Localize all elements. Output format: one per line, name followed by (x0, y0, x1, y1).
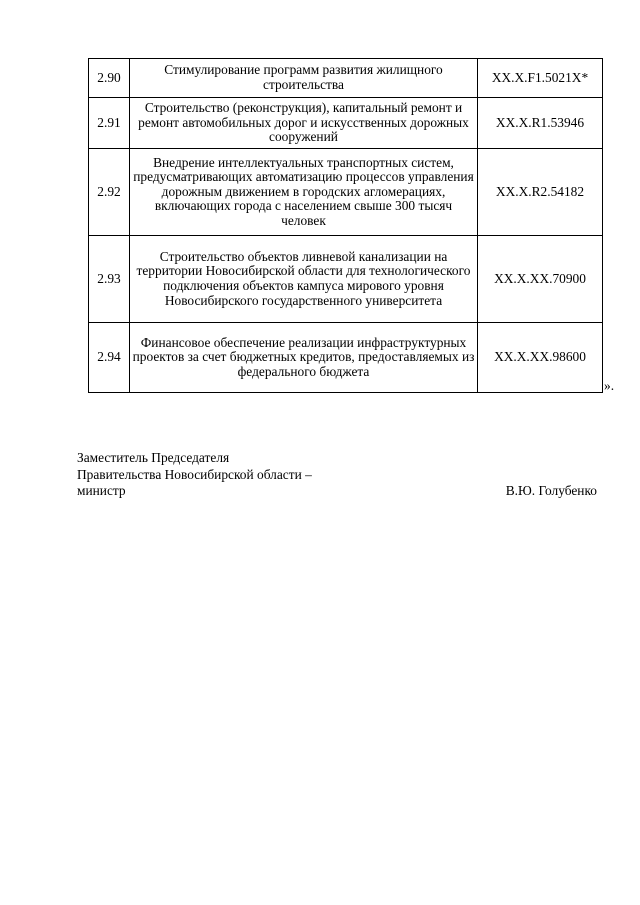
row-description: Финансовое обеспечение реализации инфраструктурных проектов за счет бюджетных кредитов, предоставляемых из федерального бюджета (130, 323, 478, 393)
signer-name: В.Ю. Голубенко (505, 483, 597, 498)
row-code: XX.X.XX.70900 (478, 236, 603, 323)
signer-position-row (77, 483, 597, 500)
table-row (89, 236, 603, 323)
row-number: 2.90 (89, 59, 130, 98)
row-code: XX.X.R1.53946 (478, 98, 603, 149)
row-number: 2.92 (89, 149, 130, 236)
row-number: 2.94 (89, 323, 130, 393)
closing-quote: ». (604, 378, 615, 393)
table-row (89, 59, 603, 98)
row-description: Внедрение интеллектуальных транспортных систем, предусматривающих автоматизацию процессов управления дорожным движением в городских агломерациях, включающих города с населением свыше 300 тысяч человек (130, 149, 478, 236)
signature-block (77, 450, 597, 500)
row-description: Строительство объектов ливневой канализации на территории Новосибирской области для технологического подключения объектов кампуса мирового уровня Новосибирского государственного университета (130, 236, 478, 323)
signer-position-line-1: Заместитель Председателя (77, 450, 230, 465)
row-code: XX.X.R2.54182 (478, 149, 603, 236)
row-number: 2.91 (89, 98, 130, 149)
row-code: XX.X.F1.5021X* (478, 59, 603, 98)
row-description: Стимулирование программ развития жилищного строительства (130, 59, 478, 98)
table-row (89, 149, 603, 236)
table-row (89, 98, 603, 149)
row-description: Строительство (реконструкция), капитальный ремонт и ремонт автомобильных дорог и искусственных дорожных сооружений (130, 98, 478, 149)
budget-classification-table (88, 58, 603, 393)
signer-position-line-2: Правительства Новосибирской области – (77, 466, 312, 482)
signer-position-line-3: министр (77, 483, 126, 498)
row-number: 2.93 (89, 236, 130, 323)
row-code: XX.X.XX.98600 (478, 323, 603, 393)
table-row (89, 323, 603, 393)
